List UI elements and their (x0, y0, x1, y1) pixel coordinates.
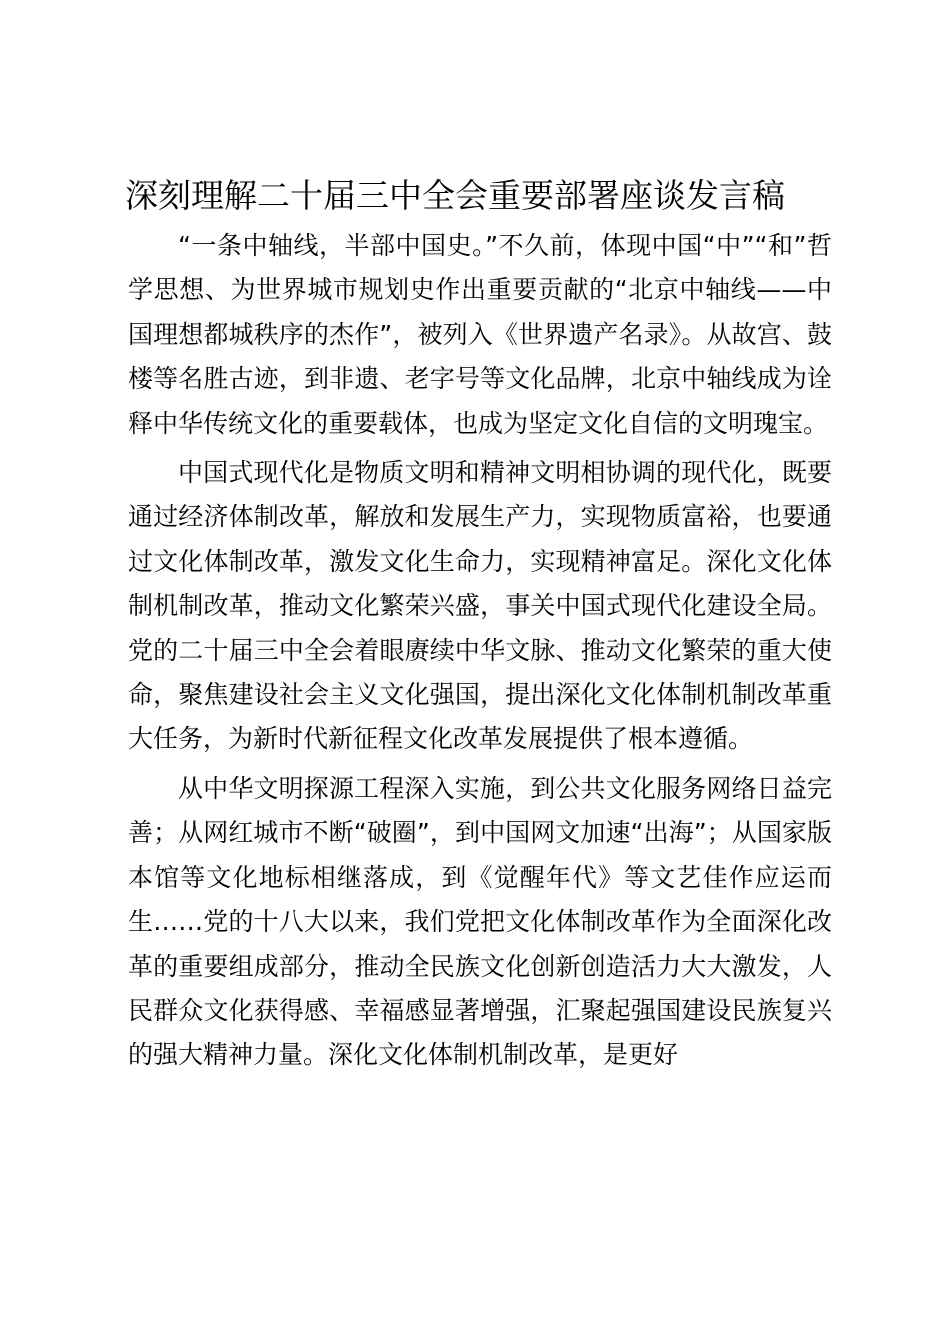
document-title: 深刻理解二十届三中全会重要部署座谈发言稿 (125, 176, 785, 215)
paragraph-1: “一条中轴线，半部中国史。”不久前，体现中国“中”“和”哲学思想、为世界城市规划史作出重要贡献的“北京中轴线——中国理想都城秩序的杰作”，被列入《世界遗产名录》。从故宫、鼓楼等名胜古迹，到非遗、老字号等文化品牌，北京中轴线成为诠释中华传统文化的重要载体，也成为坚定文化自信的文明瑰宝。 (128, 231, 832, 438)
paragraph-3: 从中华文明探源工程深入实施，到公共文化服务网络日益完善；从网红城市不断“破圈”，到中国网文加速“出海”；从国家版本馆等文化地标相继落成，到《觉醒年代》等文艺佳作应运而生……党的十八大以来，我们党把文化体制改革作为全面深化改革的重要组成部分，推动全民族文化创新创造活力大大激发，人民群众文化获得感、幸福感显著增强，汇聚起强国建设民族复兴的强大精神力量。深化文化体制机制改革，是更好 (128, 773, 832, 1070)
paragraph-2: 中国式现代化是物质文明和精神文明相协调的现代化，既要通过经济体制改革，解放和发展生产力，实现物质富裕，也要通过文化体制改革，激发文化生命力，实现精神富足。深化文化体制机制改革，推动文化繁荣兴盛，事关中国式现代化建设全局。党的二十届三中全会着眼赓续中华文脉、推动文化繁荣的重大使命，聚焦建设社会主义文化强国，提出深化文化体制机制改革重大任务，为新时代新征程文化改革发展提供了根本遵循。 (128, 458, 832, 754)
document-body (128, 224, 832, 1083)
